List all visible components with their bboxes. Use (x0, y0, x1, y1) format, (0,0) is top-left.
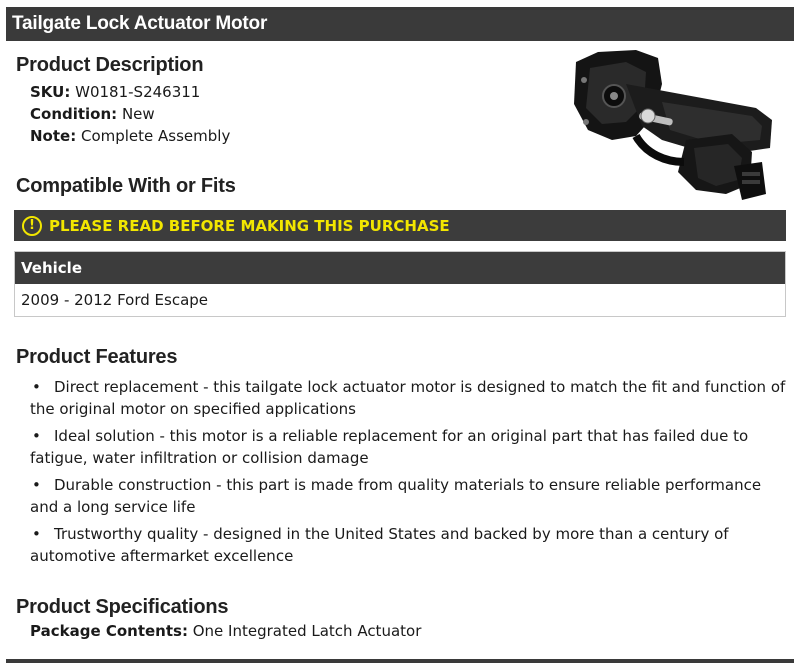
feature-item: • Direct replacement - this tailgate lock actuator motor is designed to match the fit and function of the original motor on specified applications (30, 378, 786, 418)
note-value: Complete Assembly (80, 127, 231, 145)
feature-text: Ideal solution - this motor is a reliable replacement for an original part that has failed due to fatigue, water infiltration or collision damage (30, 427, 749, 467)
description-list (30, 81, 230, 147)
package-contents-value: One Integrated Latch Actuator (192, 622, 422, 640)
sku-row (30, 81, 230, 103)
vehicle-table (14, 251, 786, 317)
product-description-heading: Product Description (16, 54, 204, 76)
bottom-divider (6, 659, 794, 663)
product-features-heading: Product Features (16, 346, 178, 368)
product-specifications-heading: Product Specifications (16, 596, 229, 618)
product-image (566, 44, 772, 202)
feature-item: • Trustworthy quality - designed in the United States and backed by more than a century of automotive aftermarket excellence (30, 525, 729, 565)
exclamation-circle-icon: ! (22, 216, 42, 236)
feature-item: • Ideal solution - this motor is a reliable replacement for an original part that has failed due to fatigue, water infiltration or collision damage (30, 427, 749, 467)
feature-text: Direct replacement - this tailgate lock actuator motor is designed to match the fit and function of the original motor on specified applications (30, 378, 786, 418)
sku-value: W0181-S246311 (75, 83, 201, 101)
condition-label: Condition: (30, 105, 118, 123)
compatibility-heading: Compatible With or Fits (16, 175, 236, 197)
condition-value: New (121, 105, 155, 123)
note-row (30, 125, 230, 147)
features-list (30, 376, 790, 572)
purchase-warning-banner (14, 210, 786, 241)
sku-label: SKU: (30, 83, 71, 101)
package-contents-row (30, 622, 421, 640)
feature-item: • Durable construction - this part is made from quality materials to ensure reliable performance and a long service life (30, 476, 762, 516)
feature-text: Durable construction - this part is made from quality materials to ensure reliable performance and a long service life (30, 476, 762, 516)
note-label: Note: (30, 127, 77, 145)
vehicle-row: 2009 - 2012 Ford Escape (21, 291, 209, 309)
page-title: Tailgate Lock Actuator Motor (6, 7, 794, 41)
package-contents-label: Package Contents: (30, 622, 188, 640)
condition-row (30, 103, 230, 125)
purchase-warning-text: PLEASE READ BEFORE MAKING THIS PURCHASE (49, 216, 450, 235)
vehicle-column-header: Vehicle (15, 252, 785, 284)
feature-text: Trustworthy quality - designed in the United States and backed by more than a century of automotive aftermarket excellence (30, 525, 729, 565)
